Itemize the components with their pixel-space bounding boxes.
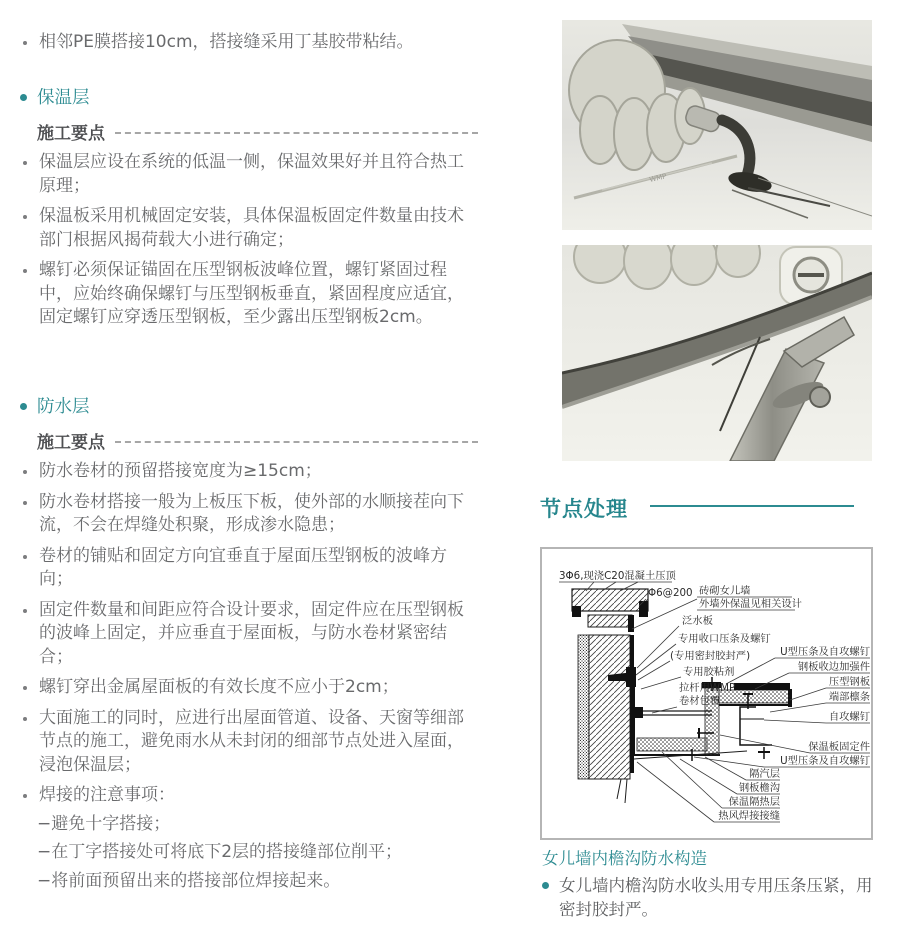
bullet-dot-icon xyxy=(23,686,27,690)
bullet-dot-icon xyxy=(23,269,27,273)
photo-nozzle-detail-art xyxy=(562,245,872,461)
bullet-dot-icon xyxy=(23,717,27,721)
list-item xyxy=(20,545,480,592)
list-item xyxy=(20,599,480,670)
sub-list-item: −避免十字搭接； xyxy=(37,813,171,834)
list-item xyxy=(20,259,480,330)
diagram-label: 热风焊接接缝 xyxy=(718,810,780,822)
diagram-label: 泛水板 xyxy=(682,615,713,627)
diagram-label: (专用密封胶封严) xyxy=(670,650,751,662)
list-item xyxy=(20,460,480,484)
diagram-label: 卷材包覆 xyxy=(679,695,721,707)
list-item-text: 螺钉穿出金属屋面板的有效长度不应小于2cm； xyxy=(39,677,399,697)
list-item-text: 防水卷材的预留搭接宽度为≥15cm； xyxy=(39,461,322,481)
diagram-label: 压型钢板 xyxy=(828,676,870,688)
diagram-caption: 女儿墙内檐沟防水构造 xyxy=(542,849,707,868)
bullet-dot-icon xyxy=(23,501,27,505)
list-item-pe-membrane xyxy=(20,31,480,55)
bullet-dot-icon xyxy=(23,41,27,45)
subheading: 施工要点 xyxy=(37,433,105,453)
left-column xyxy=(20,0,480,943)
dashed-rule xyxy=(115,441,478,443)
section-title: 保温层 xyxy=(37,88,90,108)
list-item-text: 保温板采用机械固定安装，具体保温板固定件数量由技术部门根据风揭荷载大小进行确定； xyxy=(39,206,464,250)
diagram-label: 拉杆用WMP xyxy=(679,682,736,694)
bullet-dot-icon xyxy=(23,215,27,219)
detail-drawing xyxy=(542,549,871,838)
section-waterproof-layer xyxy=(20,393,480,893)
title-rule xyxy=(650,505,854,507)
diagram-label: 专用胶粘剂 xyxy=(683,666,735,678)
list-item-text: 相邻PE膜搭接10cm，搭接缝采用丁基胶带粘结。 xyxy=(39,32,414,52)
diagram-label: 保温隔热层 xyxy=(728,796,780,808)
diagram-label: U型压条及自攻螺钉 xyxy=(780,755,870,767)
list-item-text: 焊接的注意事项： xyxy=(39,785,175,805)
parapet-gutter-detail-diagram xyxy=(540,547,873,840)
section-heading xyxy=(20,84,480,109)
node-section-title: 节点处理 xyxy=(540,497,628,521)
diagram-label: 3Φ6,现浇C20混凝土压顶 xyxy=(559,570,676,582)
list-item xyxy=(20,491,480,538)
diagram-label: 钢板收边加强件 xyxy=(797,661,870,673)
list-item xyxy=(20,151,480,198)
bullet-dot-icon xyxy=(23,161,27,165)
list-item-text: 螺钉必须保证锚固在压型钢板波峰位置，螺钉紧固过程中，应始终确保螺钉与压型钢板垂直，紧固程度应适宜，固定螺钉应穿透压型钢板，至少露出压型钢板2cm。 xyxy=(39,260,464,327)
diagram-label: 外墙外保温见相关设计 xyxy=(699,598,802,610)
diagram-label: 专用收口压条及螺钉 xyxy=(678,633,771,645)
section-insulation-layer xyxy=(20,84,480,330)
sub-list-item: −在丁字搭接处可将底下2层的搭接缝部位削平； xyxy=(37,842,403,862)
list-item-text: 防水卷材搭接一般为上板压下板，使外部的水顺接茬向下流，不会在焊缝处积聚，形成渗水隐患； xyxy=(39,491,464,535)
dashed-rule xyxy=(115,132,478,134)
list-item-text: 大面施工的同时，应进行出屋面管道、设备、天窗等细部节点的施工，避免雨水从未封闭的细部节点处进入屋面，浸泡保温层； xyxy=(39,707,464,775)
bullet-dot-icon xyxy=(542,882,549,889)
node-note-item xyxy=(540,874,885,922)
list-item-text: 固定件数量和间距应符合设计要求，固定件应在压型钢板的波峰上固定，并应垂直于屋面板，与防水卷材紧密结合； xyxy=(39,599,464,667)
diagram-label: 保温板固定件 xyxy=(808,741,870,753)
svg-text:WMP: WMP xyxy=(648,172,668,184)
subheading: 施工要点 xyxy=(37,124,105,144)
list-item xyxy=(20,205,480,252)
diagram-label: 砖砌女儿墙 xyxy=(699,585,751,597)
list-item xyxy=(20,784,480,808)
section-bullet-icon xyxy=(20,403,27,410)
sub-list-item: −将前面预留出来的搭接部位焊接起来。 xyxy=(37,870,341,891)
list-item-text: 保温层应设在系统的低温一侧，保温效果好并且符合热工原理； xyxy=(39,152,464,196)
list-item-text: 卷材的铺贴和固定方向宜垂直于屋面压型钢板的波峰方向； xyxy=(39,545,447,589)
photo-hot-air-welding-art xyxy=(562,20,872,230)
subheading-row xyxy=(37,119,478,144)
section-bullet-icon xyxy=(20,94,27,101)
diagram-label: Φ6@200 xyxy=(648,587,693,599)
photo-hot-air-welding xyxy=(562,20,872,230)
bullet-dot-icon xyxy=(23,794,27,798)
diagram-label: 隔汽层 xyxy=(749,768,780,780)
list-item xyxy=(20,676,480,700)
note-text: 女儿墙内檐沟防水收头用专用压条压紧，用密封胶封严。 xyxy=(559,876,873,919)
photo-nozzle-detail xyxy=(562,245,872,461)
subheading-row xyxy=(37,428,478,453)
diagram-label: 钢板檐沟 xyxy=(738,782,780,794)
list-item xyxy=(20,707,480,778)
diagram-label: 自攻螺钉 xyxy=(828,711,870,723)
bullet-dot-icon xyxy=(23,470,27,474)
diagram-label: U型压条及自攻螺钉 xyxy=(780,646,870,658)
section-heading xyxy=(20,393,480,418)
diagram-label: 端部檩条 xyxy=(828,691,870,703)
bullet-dot-icon xyxy=(23,609,27,613)
bullet-dot-icon xyxy=(23,555,27,559)
section-title: 防水层 xyxy=(37,397,90,417)
